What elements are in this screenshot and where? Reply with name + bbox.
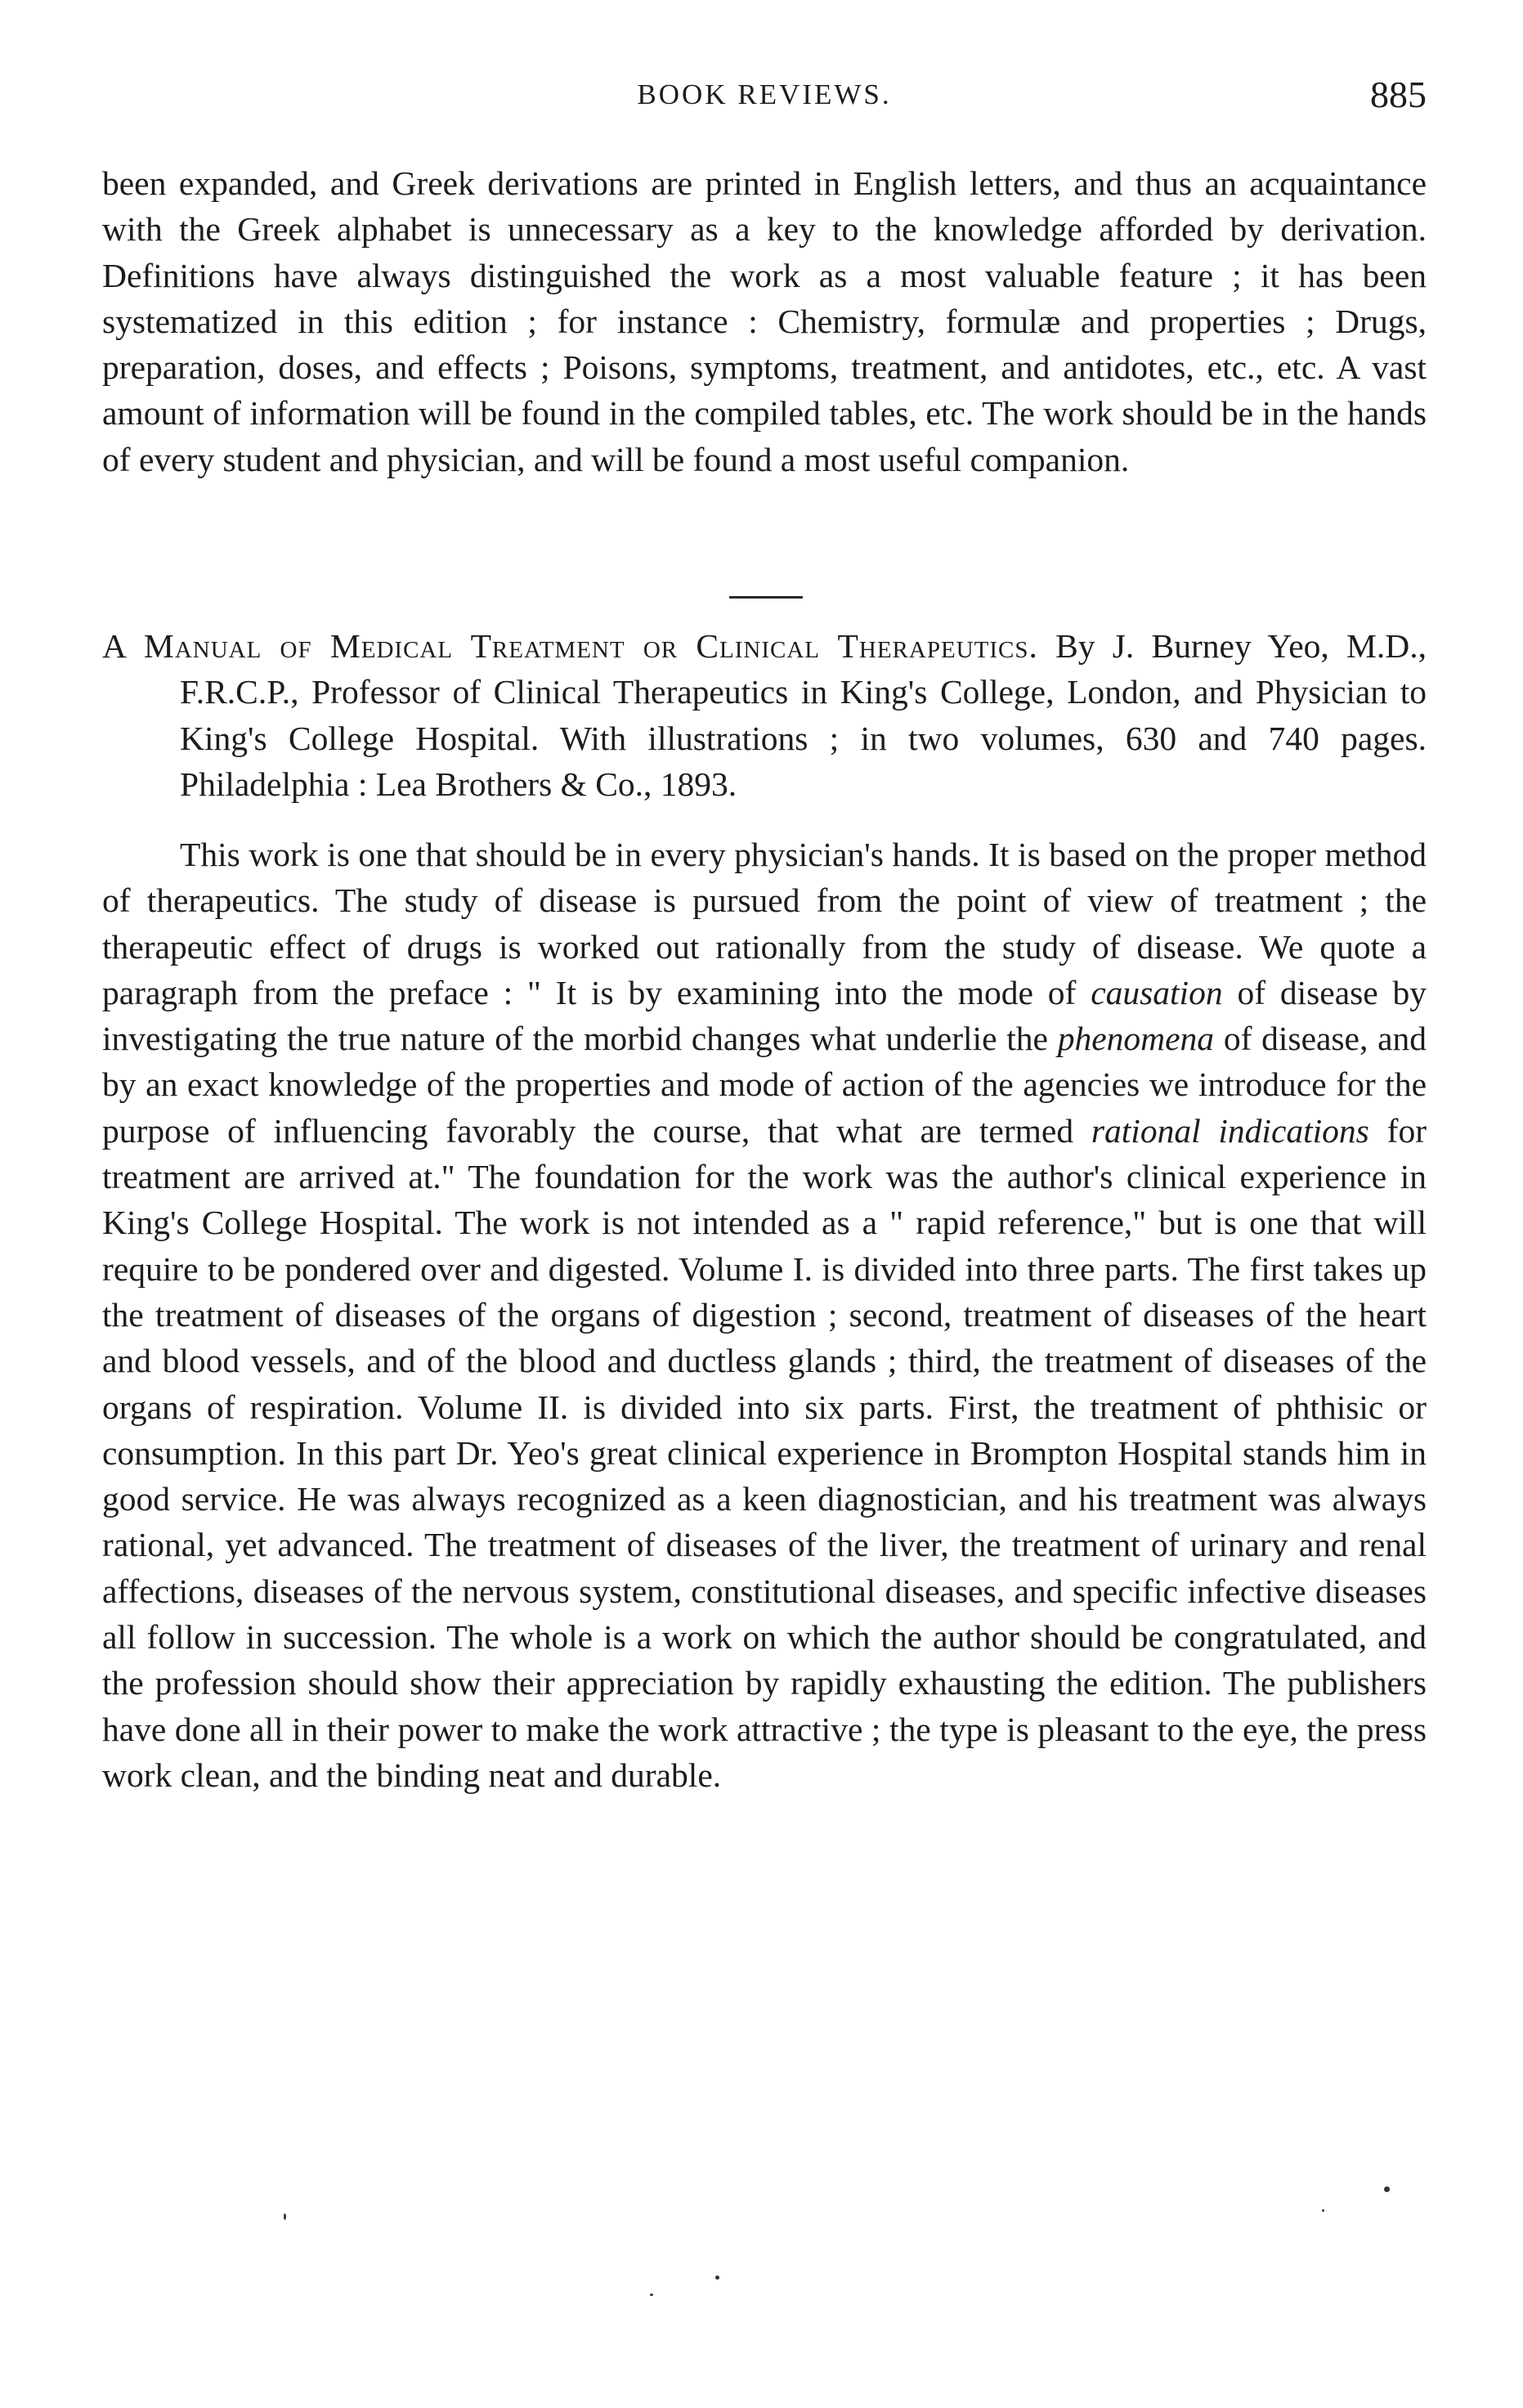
review-text-part: for treatment are arrived at." The foundation for the work was the author's clinical experience in King's College Hospital. The work is not intended as a " rapid reference," but is one that will require to be pondered over and digested. Volume I. is divided into three parts. The first takes up the treatment of diseases of the organs of digestion ; second, treatment of diseases of the heart and blood vessels, and of the blood and ductless glands ; third, the treatment of diseases of the organs of respiration. Volume II. is divided into six parts. First, the treatment of phthisic or consumption. In this part Dr. Yeo's great clinical experience in Brompton Hospital stands him in good service. He was always recognized as a keen diagnostician, and his treatment was always rational, yet advanced. The treatment of diseases of the liver, the treatment of urinary and renal affections, diseases of the nervous system, constitutional diseases, and specific infective diseases all follow in succession. The whole is a work on which the author should be congratulated, and the profession should show their appreciation by rapidly exhausting the edition. The publishers have done all in their power to make the work attractive ; the type is pleasant to the eye, the press work clean, and the binding neat and durable. [102,1111,1427,1794]
ink-speck [1384,2186,1390,2192]
ink-speck [284,2213,286,2220]
running-head [102,70,1427,119]
book-citation [102,623,1427,807]
review-text-part: of disease, and by an exact knowledge of the properties and mode of action of the agencies we introduce for the purpose of influencing favorably the course, that what are termed [102,1020,1427,1150]
italic-term: causation [1091,973,1223,1011]
running-title: BOOK REVIEWS. [637,78,892,110]
review-paragraph [102,832,1427,1798]
ink-speck [715,2276,719,2280]
ink-speck [650,2294,653,2296]
book-details: By J. Burney Yeo, M.D., F.R.C.P., Professor of Clinical Therapeutics in King's College, London, and Physician to King's College Hospital. With illustrations ; in two volumes, 630 and 740 pages. Philadelphia : Lea Brothers & Co., 1893. [180,627,1427,803]
italic-term: rational indications [1091,1111,1369,1150]
page-number: 885 [1370,74,1427,115]
italic-term: phenomena [1057,1020,1215,1058]
book-title: A Manual of Medical Treatment or Clinical Therapeutics. [102,627,1038,665]
ink-speck [1322,2209,1324,2212]
review-text-part: This work is one that should be in every physician's hands. It is based on the proper method of therapeutics. The study of disease is pursued from the point of view of treatment ; the therapeutic effect of drugs is worked out rationally from the study of disease. We quote a paragraph from the preface : " It is by examining into the mode of [102,836,1427,1011]
paragraph-continued: been expanded, and Greek derivations are printed in English letters, and thus an acquaintance with the Greek alphabet is unnecessary as a key to the knowledge afforded by derivation. Definitions have always distinguished the work as a most valuable feature ; it has been systematized in this edition ; for instance : Chemistry, formulæ and properties ; Drugs, preparation, doses, and effects ; Poisons, symptoms, treatment, and antidotes, etc., etc. A vast amount of information will be found in the compiled tables, etc. The work should be in the hands of every student and physician, and will be found a most useful companion. [102,164,1427,478]
section-divider [729,596,803,599]
review-text-part: of disease by investigating the true nature of the morbid changes what underlie the [102,973,1427,1058]
